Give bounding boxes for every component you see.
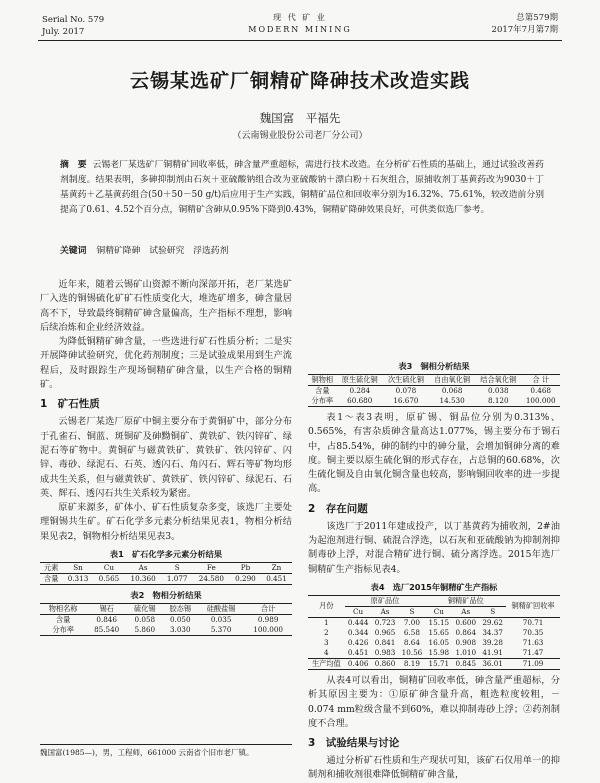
paragraph: 为降低铜精矿砷含量，一些选进行矿石性质分析；二是实开展降砷试验研究，优化药剂制度；三是试验成果用到生产流程后，及时跟踪生产现场铜精矿砷含量，以生产合格的铜精矿。 (40, 336, 292, 391)
table-2 (40, 603, 292, 636)
table-cell: 4 (324, 647, 329, 657)
table-header-cell: 胶态锡 (163, 604, 198, 615)
table-cell: 0.058 (134, 615, 156, 625)
table-header-cell: S (479, 606, 506, 617)
keywords-text: 铜精矿降砷 试验研究 浮选药剂 (96, 246, 229, 256)
table-cell: 0.723 (374, 617, 396, 627)
table-header-cell: 结合氧化铜 (475, 375, 521, 386)
table-row (40, 574, 292, 585)
table-cell: 16.670 (383, 396, 429, 407)
table-row (308, 617, 560, 628)
table-header-cell: 锡石 (86, 604, 127, 615)
abstract-label: 摘 要 (60, 160, 87, 170)
table-cell: 0.078 (395, 386, 417, 395)
table-header-cell: 月份 (308, 595, 345, 617)
table-cell: 3.030 (163, 625, 198, 636)
abstract (60, 158, 544, 218)
table-cell: 0.406 (345, 658, 372, 669)
table-cell: 0.965 (374, 627, 396, 637)
table-cell: 16.05 (428, 637, 450, 647)
table-header-cell: 合计 (244, 604, 292, 615)
table-cell: 1 (324, 617, 329, 627)
table-cell: 39.28 (482, 637, 503, 647)
table-cell: 10.56 (401, 647, 423, 657)
table-cell: 15.65 (428, 627, 450, 637)
table-cell: 0.860 (372, 658, 399, 669)
table-3 (308, 374, 560, 407)
table-row (40, 615, 292, 626)
table-cell: 分布率 (308, 396, 337, 407)
table-header-cell: S (398, 606, 425, 617)
paragraph: 云锡老厂某选厂原矿中铜主要分布于黄铜矿中，部分分布于孔雀石、铜蓝、斑铜矿及砷黝铜矿、黄铁矿、铁闪锌矿、绿泥石等矿物中。黄铜矿与磁黄铁矿、黄铁矿、铁闪锌矿、闪锌、毒砂、绿泥石、石英、透闪石、角闪石、辉石等矿物均形成共生关系，但与磁黄铁矿、黄铁矿、铁闪锌矿、绿泥石、石英、辉石、透闪石共生关系较为紧密。 (40, 416, 292, 499)
table-cell: 0.444 (347, 617, 369, 627)
table-cell: 0.565 (93, 574, 124, 585)
issue-date-en: July. 2017 (42, 27, 85, 37)
table-group-header: 原矿品位 (345, 595, 426, 606)
table-header-cell: 原生硫化铜 (337, 375, 383, 386)
abstract-text: 云锡老厂某选矿厂铜精矿回收率低，砷含量严重超标，需进行技术改造。在分析矿石性质的基础上，通过试验改善药剂制度。结果表明，多砷抑制剂由石灰＋亚硫酸钠组合改为亚硫酸钠＋漂白粉＋石灰组合，原捕收剂丁基黄药改为9030＋丁基黄药＋乙基黄药组合(50＋50－50 g/t)后应用于生产实践，铜精矿品位和回收率分别为16.32%、75.61%，较改造前分别提高了0.61、4.52个百分点，铜精矿含砷从0.95%下降到0.43%，铜精矿降砷效果良好，可供类似选厂参考。 (60, 160, 544, 215)
table-header-cell: Cu (93, 563, 124, 574)
table-header-cell: 物相名称 (40, 604, 86, 615)
table-cell: 29.62 (482, 617, 503, 627)
table-cell: 8.64 (403, 637, 420, 647)
table-cell: 70.71 (522, 617, 544, 627)
table-cell: 60.680 (337, 396, 383, 407)
table-cell: 7.00 (403, 617, 420, 627)
table-cell: 0.284 (349, 386, 371, 395)
serial-number: Serial No. 579 (42, 15, 105, 25)
paragraph: 通过分析矿石性质和生产现状可知，该矿石仅用单一的抑制剂和捕收剂很难降低铜精矿砷含量， (308, 755, 560, 781)
footnote: 魏国富(1985—)，男，工程师，661000 云南省个旧市老厂镇。 (40, 744, 292, 758)
table-1 (40, 562, 292, 585)
table-cell: 70.35 (522, 627, 544, 637)
page-header (0, 0, 600, 40)
table-cell: 含量 (40, 574, 62, 585)
table-caption: 表4 选厂2015年铜精矿生产指标 (370, 581, 498, 592)
table-cell: 0.313 (62, 574, 93, 585)
section-heading: 2 存在问题 (308, 502, 368, 515)
left-column (40, 278, 292, 636)
right-column (308, 360, 560, 783)
table-cell: 0.841 (374, 637, 396, 647)
table-cell: 24.580 (193, 574, 230, 585)
table-header-cell: As (452, 606, 479, 617)
table-cell: 0.989 (257, 615, 279, 625)
paragraph: 表1～表3表明，原矿锡、铜品位分别为0.313%、0.565%，有害杂质砷含量高达1.077%，锡主要分布于锡石中，占85.54%，砷的制约中的砷分量，会增加铜砷分离的难度。铜主要以原生硫化铜的形式存在，占总铜的60.68%，次生硫化铜及自由氧化铜含量也较高，影响铜回收率的进一步提高。 (308, 412, 560, 495)
table-header-cell: As (372, 606, 399, 617)
paragraph: 该选厂于2011年建成投产，以丁基黄药为捕收剂，2#油为起泡剂进行铜、硫混合浮选，以石灰和亚硫酸钠为抑制剂抑制毒砂上浮，对混合精矿进行铜、硫分离浮选。2015年选厂铜精矿生产指标见表4。 (308, 520, 560, 575)
authors: 魏国富 平福先 (259, 111, 341, 125)
table-header-cell: Cu (425, 606, 452, 617)
table-cell: 15.98 (428, 647, 450, 657)
table-row (308, 396, 560, 407)
table-row (40, 625, 292, 636)
table-header-cell: Sn (62, 563, 93, 574)
table-cell: 15.15 (428, 617, 450, 627)
table-cell: 100.000 (521, 396, 560, 407)
table-caption: 表1 矿石化学多元素分析结果 (109, 549, 223, 560)
table-header-cell: 硫化锡 (127, 604, 162, 615)
table-group-header: 铜精矿回收率 (506, 595, 560, 617)
table-cell: 1.077 (162, 574, 193, 585)
table-cell: 0.864 (455, 627, 477, 637)
table-cell: 0.290 (230, 574, 261, 585)
paragraph: 近年来，随着云锡矿山资源不断向深部开拓，老厂某选矿厂入选的铜锡硫化矿矿石性质变化大，堆选矿增多，砷含量居高不下，导致最终铜精矿砷含量偏高，生产指标不理想，影响后续冶炼和企业经济效益。 (40, 279, 292, 333)
table-cell: 5.860 (127, 625, 162, 636)
table-cell: 含量 (315, 386, 330, 395)
header-right (492, 12, 558, 36)
table-cell: 5.370 (198, 625, 244, 636)
paper-title: 云锡某选矿厂铜精矿降砷技术改造实践 (129, 70, 470, 92)
table-header-cell: 合 计 (521, 375, 560, 386)
table-cell: 14.530 (429, 396, 475, 407)
table-cell: 36.01 (479, 658, 506, 669)
table-cell: 0.846 (96, 615, 117, 625)
section-heading: 3 试验结果与讨论 (308, 737, 400, 750)
header-rule (38, 40, 562, 41)
table-header-cell: Zn (261, 563, 292, 574)
keywords (60, 244, 544, 258)
table-cell: 41.91 (482, 647, 503, 657)
table-header-cell: As (124, 563, 161, 574)
issue-total-number: 总第579期 (516, 13, 558, 23)
table-cell: 生产均值 (308, 658, 345, 669)
table-row (308, 638, 560, 648)
table-cell: 8.120 (475, 396, 521, 407)
table-cell: 0.035 (210, 615, 232, 625)
table-cell: 0.451 (261, 574, 292, 585)
table-cell: 10.360 (124, 574, 161, 585)
table-cell: 0.050 (169, 615, 191, 625)
keywords-label: 关键词 (60, 246, 87, 256)
table-cell: 71.47 (522, 647, 544, 657)
journal-name-cn: 现 代 矿 业 (273, 13, 327, 22)
journal-name-en: MODERN MINING (248, 25, 352, 34)
table-row (308, 658, 560, 669)
table-cell: 0.600 (455, 617, 477, 627)
table-caption: 表3 铜相分析结果 (398, 361, 470, 371)
table-cell: 71.09 (506, 658, 560, 669)
table-caption: 表2 物相分析结果 (130, 590, 202, 601)
section-heading: 1 矿石性质 (40, 398, 100, 411)
table-header-cell: 元素 (40, 563, 62, 574)
table-cell: 2 (324, 627, 329, 637)
table-4 (308, 595, 560, 670)
table-cell: 6.58 (403, 627, 420, 637)
table-cell: 0.845 (452, 658, 479, 669)
table-cell: 含量 (55, 615, 71, 625)
table-cell: 85.540 (86, 625, 127, 636)
table-cell: 0.451 (347, 647, 369, 657)
table-header-cell: 自由氧化铜 (429, 375, 475, 386)
affiliation: （云南锡业股份公司老厂分公司） (232, 131, 368, 141)
table-cell: 15.71 (425, 658, 452, 669)
table-header-cell: Cu (345, 606, 372, 617)
table-cell: 71.63 (522, 637, 544, 647)
table-header-cell: Pb (230, 563, 261, 574)
paragraph: 原矿来源多，矿体小、矿石性质复杂多变，该选厂主要处理铜锡共生矿。矿石化学多元素分析结果见表1，物相分析结果见表2，铜物相分析结果见表3。 (40, 502, 292, 542)
table-header-cell: 次生硫化铜 (383, 375, 429, 386)
table-row (308, 648, 560, 659)
paragraph: 从表4可以看出，铜精矿回收率低，砷含量严重超标，分析其原因主要为：①原矿砷含量升高，粗选粒度较粗，－0.074 mm粒级含量不到60%，难以抑制毒砂上浮；②药剂制度不合理。 (308, 674, 560, 729)
table-row (308, 386, 560, 397)
table-cell: 0.344 (347, 627, 369, 637)
table-cell: 分布率 (40, 625, 86, 636)
table-cell: 0.908 (455, 637, 477, 647)
table-cell: 0.983 (374, 647, 396, 657)
table-header-cell: 铜物相 (308, 375, 337, 386)
table-header-cell: 硅酸盐锡 (198, 604, 244, 615)
table-cell: 1.010 (455, 647, 477, 657)
table-cell: 0.468 (530, 386, 551, 395)
table-row (308, 628, 560, 638)
table-cell: 0.068 (441, 386, 463, 395)
table-cell: 0.038 (487, 386, 509, 395)
issue-date-cn: 2017年7月第7期 (491, 25, 558, 35)
table-cell: 8.19 (398, 658, 425, 669)
table-cell: 0.426 (347, 637, 369, 647)
table-header-cell: Fe (193, 563, 230, 574)
table-group-header: 铜精矿品位 (425, 595, 506, 606)
table-cell: 100.000 (244, 625, 292, 636)
table-cell: 34.37 (482, 627, 503, 637)
table-header-cell: S (162, 563, 193, 574)
table-cell: 3 (324, 637, 329, 647)
